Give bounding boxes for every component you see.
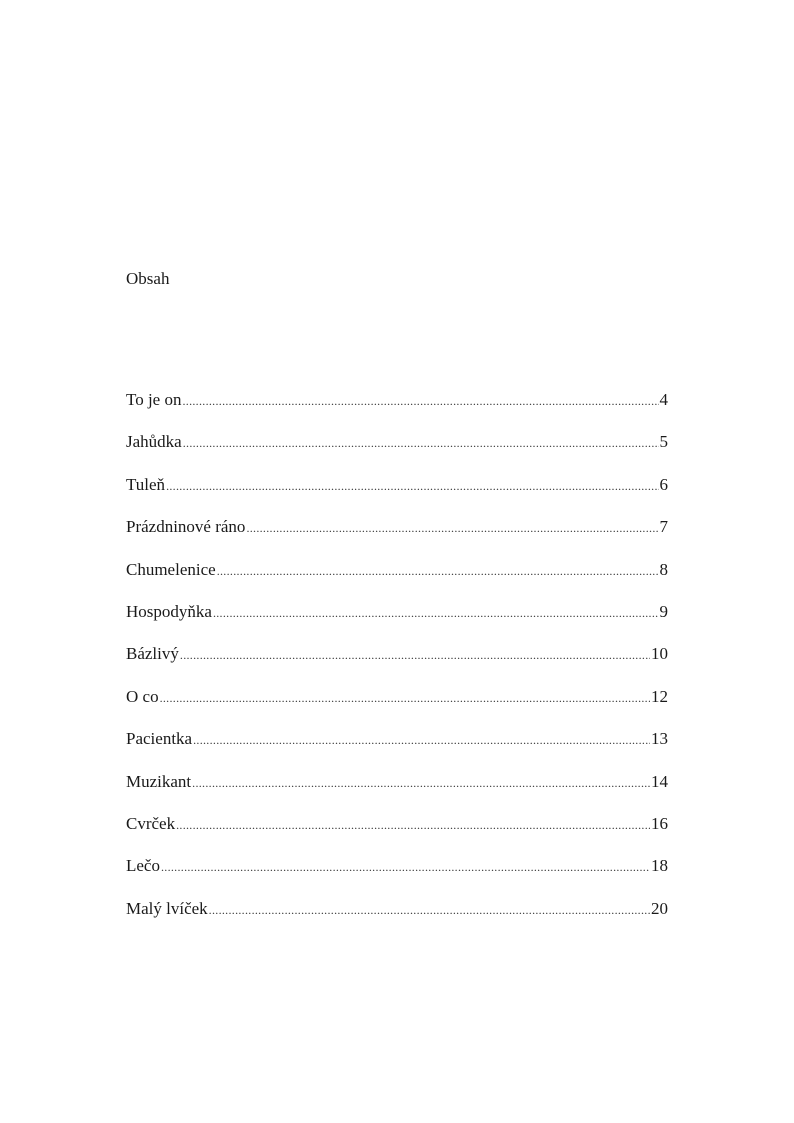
toc-entry[interactable] bbox=[126, 389, 668, 431]
toc-entry[interactable] bbox=[126, 516, 668, 558]
dot-leader bbox=[160, 687, 650, 709]
toc-heading: Obsah bbox=[126, 269, 170, 288]
dot-leader bbox=[161, 856, 650, 878]
toc-entry-page: 5 bbox=[659, 432, 668, 452]
toc-entry-page: 8 bbox=[659, 559, 668, 579]
toc-entry-page: 14 bbox=[651, 771, 668, 791]
toc-entry-page: 13 bbox=[651, 729, 668, 749]
toc-entry[interactable] bbox=[126, 855, 668, 897]
toc-entry-page: 10 bbox=[651, 644, 668, 664]
toc-entry-page: 6 bbox=[659, 474, 668, 494]
dot-leader bbox=[182, 390, 658, 412]
dot-leader bbox=[176, 814, 650, 836]
table-of-contents bbox=[126, 389, 668, 940]
toc-entry-page: 4 bbox=[659, 390, 668, 409]
toc-entry-title: To je on bbox=[126, 390, 182, 409]
toc-entry-title: Pacientka bbox=[126, 729, 193, 749]
toc-entry[interactable] bbox=[126, 474, 668, 516]
toc-entry-title: Bázlivý bbox=[126, 644, 179, 664]
toc-entry-title: Jahůdka bbox=[126, 432, 182, 452]
toc-entry-title: Muzikant bbox=[126, 771, 192, 791]
dot-leader bbox=[193, 729, 650, 751]
toc-entry[interactable] bbox=[126, 431, 668, 473]
dot-leader bbox=[246, 517, 658, 539]
toc-entry-page: 7 bbox=[659, 517, 668, 537]
toc-entry-title: O co bbox=[126, 686, 159, 706]
toc-entry[interactable] bbox=[126, 559, 668, 601]
dot-leader bbox=[192, 772, 650, 794]
toc-entry-title: Lečo bbox=[126, 856, 160, 876]
toc-entry-title: Hospodyňka bbox=[126, 601, 212, 621]
toc-entry-title: Chumelenice bbox=[126, 559, 216, 579]
toc-entry-page: 9 bbox=[659, 601, 668, 621]
toc-entry-title: Malý lvíček bbox=[126, 898, 208, 918]
toc-entry[interactable] bbox=[126, 601, 668, 643]
toc-entry-title: Prázdninové ráno bbox=[126, 517, 246, 537]
toc-entry[interactable] bbox=[126, 686, 668, 728]
toc-entry[interactable] bbox=[126, 898, 668, 940]
toc-entry[interactable] bbox=[126, 643, 668, 685]
dot-leader bbox=[217, 560, 659, 582]
toc-entry-page: 16 bbox=[651, 813, 668, 833]
toc-entry-title: Tuleň bbox=[126, 474, 166, 494]
dot-leader bbox=[180, 644, 650, 666]
toc-entry-page: 18 bbox=[651, 856, 668, 876]
toc-entry[interactable] bbox=[126, 771, 668, 813]
dot-leader bbox=[213, 602, 659, 624]
dot-leader bbox=[166, 475, 658, 497]
dot-leader bbox=[209, 899, 650, 921]
toc-entry[interactable] bbox=[126, 728, 668, 770]
toc-entry-page: 20 bbox=[651, 898, 668, 918]
toc-entry[interactable] bbox=[126, 813, 668, 855]
toc-entry-page: 12 bbox=[651, 686, 668, 706]
toc-entry-title: Cvrček bbox=[126, 813, 176, 833]
dot-leader bbox=[183, 432, 659, 454]
